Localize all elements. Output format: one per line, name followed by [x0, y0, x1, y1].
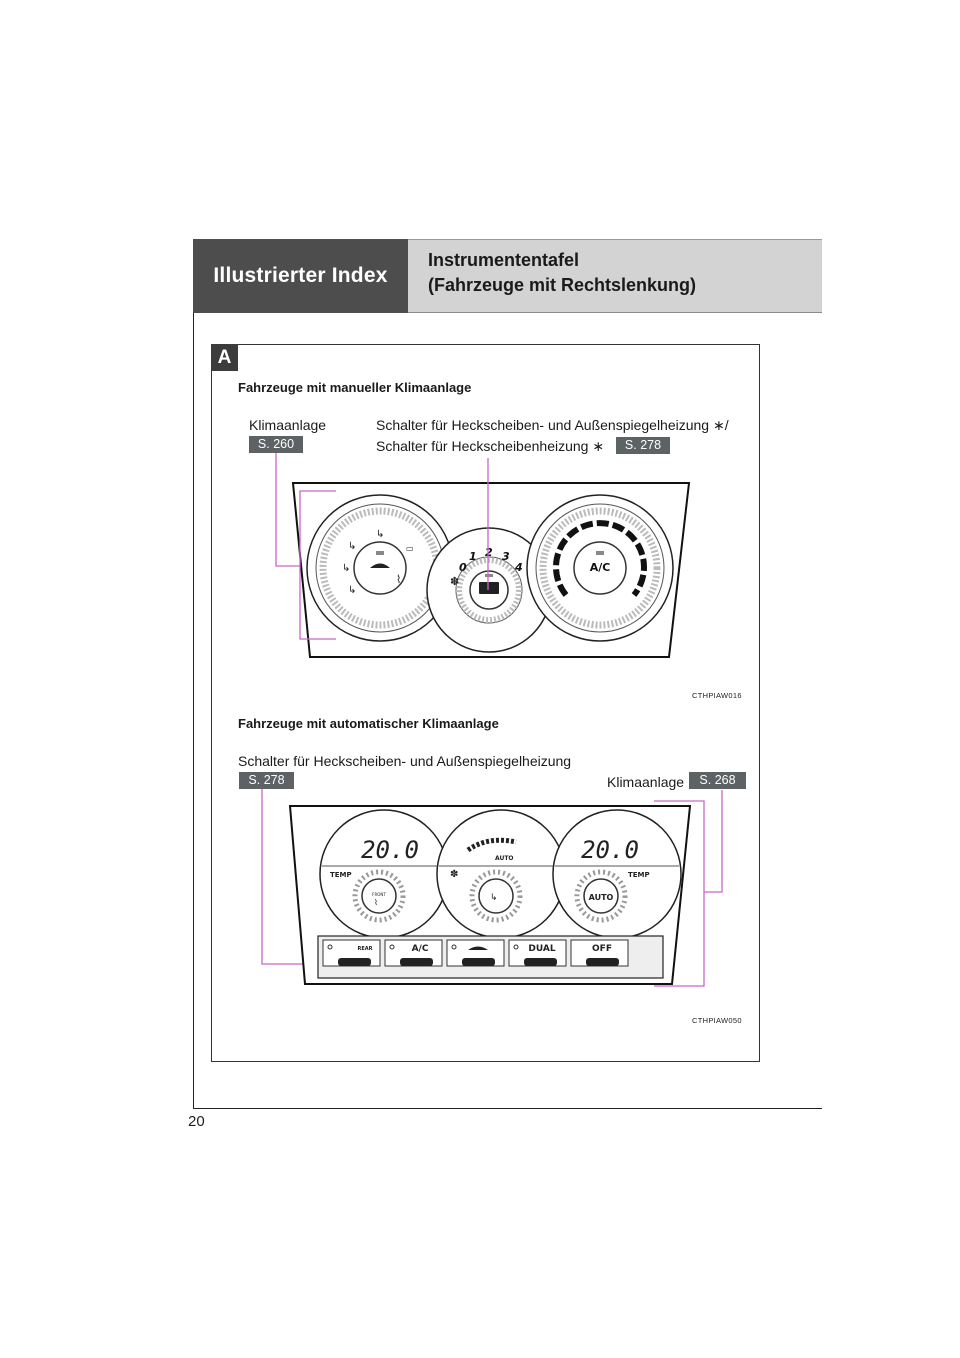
manual-image-code: CTHPIAW016 [692, 691, 742, 700]
manual-switch-label-line-2: Schalter für Heckscheibenheizung ∗ [376, 438, 605, 454]
automatic-climate-panel-illustration [258, 798, 750, 998]
manual-ac-page-ref[interactable]: S. 260 [249, 436, 303, 453]
auto-right-temperature-dial [553, 810, 681, 938]
fan-icon: ✽ [450, 575, 460, 588]
rear-defogger-button[interactable] [323, 940, 380, 966]
front-defroster-label: FRONT [372, 892, 386, 897]
ac-button-label: A/C [589, 561, 611, 574]
dual-button-label: DUAL [528, 944, 556, 954]
section-title: Illustrierter Index [213, 264, 388, 287]
fan-speed-4: 4 [515, 561, 523, 574]
foot-vent-icon: ↳ [348, 585, 357, 596]
ac-button-label-auto: A/C [411, 944, 429, 954]
bilevel-vent-icon: ↳ [342, 563, 351, 574]
auto-button-label: AUTO [588, 893, 614, 902]
automatic-image-code: CTHPIAW050 [692, 1016, 742, 1025]
auto-fan-label: AUTO [495, 855, 514, 862]
ac-button[interactable] [385, 940, 442, 966]
dual-button[interactable] [509, 940, 566, 966]
windshield-icon: ▭ [406, 544, 414, 553]
page-title-line-1: Instrumententafel [428, 250, 580, 270]
front-defroster-icon: ⌇ [374, 898, 378, 907]
auto-left-temperature-dial [320, 810, 448, 938]
auto-fan-mode-dial [437, 810, 565, 938]
automatic-switch-label: Schalter für Heckscheiben- und Außenspiegelheizung [238, 753, 572, 769]
fan-speed-0: 0 [459, 561, 467, 574]
right-temperature-display: 20.0 [581, 836, 639, 864]
leader-ac-bracket [300, 491, 336, 639]
manual-heading: Fahrzeuge mit manueller Klimaanlage [238, 380, 472, 395]
leader-ac-1 [276, 453, 300, 566]
page-number: 20 [188, 1113, 205, 1130]
automatic-ac-label: Klimaanlage [607, 774, 685, 790]
automatic-heading: Fahrzeuge mit automatischer Klimaanlage [238, 716, 499, 731]
off-button-label: OFF [592, 944, 612, 954]
manual-switch-label-line-1: Schalter für Heckscheiben- und Außenspiegelheizung ∗/ [376, 417, 729, 433]
defrost-icon: ⌇ [396, 573, 402, 586]
automatic-switch-page-ref[interactable]: S. 278 [239, 772, 294, 789]
face-vent-icon: ↳ [348, 541, 357, 552]
fan-speed-2: 2 [485, 546, 493, 559]
section-letter-badge: A [211, 344, 238, 371]
automatic-ac-page-ref[interactable]: S. 268 [689, 772, 746, 789]
page-title-line-2: (Fahrzeuge mit Rechtslenkung) [428, 275, 697, 295]
auto-airflow-mode-icon: ↳ [490, 893, 498, 903]
rear-button-label: REAR [357, 946, 373, 952]
recirculation-button[interactable] [447, 940, 504, 966]
left-temperature-display: 20.0 [361, 836, 419, 864]
off-button[interactable] [571, 940, 628, 966]
foot-defrost-icon: ↳ [376, 529, 385, 540]
fan-speed-1: 1 [469, 550, 477, 563]
fan-speed-3: 3 [502, 550, 510, 563]
left-temp-label: TEMP [330, 871, 352, 879]
auto-fan-icon: ✽ [450, 869, 459, 880]
manual-ac-label: Klimaanlage [249, 417, 327, 433]
manual-switch-page-ref[interactable]: S. 278 [616, 437, 670, 454]
right-temp-label: TEMP [628, 871, 650, 879]
